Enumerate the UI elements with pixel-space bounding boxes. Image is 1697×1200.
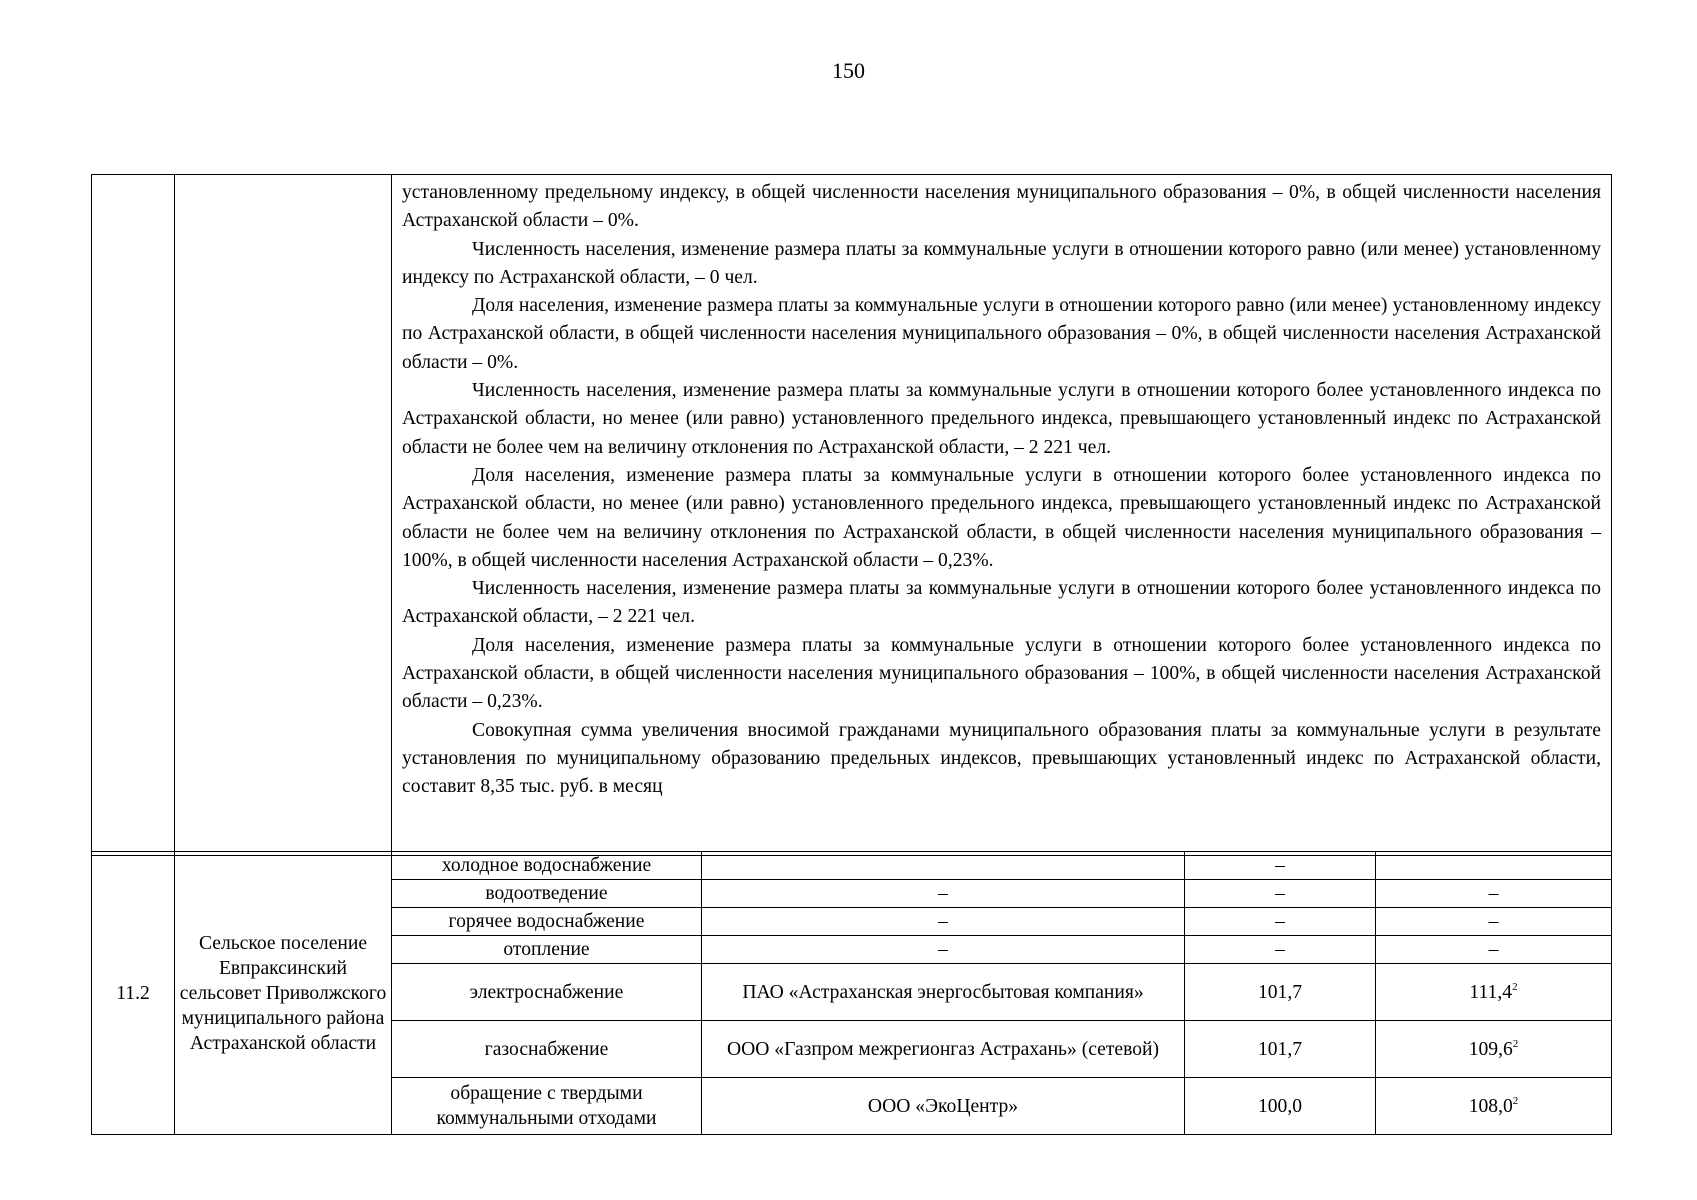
index-value: – [1185, 852, 1376, 880]
limit-value: 108,0$^2$ [1376, 1078, 1612, 1135]
index-value: – [1185, 880, 1376, 908]
provider-name [702, 852, 1185, 880]
service-name: газоснабжение [392, 1021, 702, 1078]
paragraph: Доля населения, изменение размера платы за коммунальные услуги в отношении которого равно (или менее) установленному индексу по Астраханской области, в общей численности населения муниципального образования – 0%, в общей численности населения Астраханской области – 0%. [402, 295, 1601, 373]
service-name: обращение с твердыми коммунальными отходами [392, 1078, 702, 1135]
index-value: – [1185, 936, 1376, 964]
service-name: отопление [392, 936, 702, 964]
paragraph: Численность населения, изменение размера платы за коммунальные услуги в отношении которого более установленного индекса по Астраханской области, но менее (или равно) установленного предельного индекса, превышающего установленный индекс по Астраханской области не более чем на величину отклонения по Астраханской области, – 2 221 чел. [402, 380, 1601, 458]
paragraph: Совокупная сумма увеличения вносимой гражданами муниципального образования платы за коммунальные услуги в результате установления по муниципальному образованию предельных индексов, превышающих установленный индекс по Астраханской области, составит 8,35 тыс. руб. в месяц [402, 719, 1601, 798]
entry-number: 11.2 [92, 852, 175, 1135]
limit-value: – [1376, 936, 1612, 964]
paragraph: Доля населения, изменение размера платы за коммунальные услуги в отношении которого более установленного индекса по Астраханской области, в общей численности населения муниципального образования – 100%, в общей численности населения Астраханской области – 0,23%. [402, 634, 1601, 713]
index-value: 101,7 [1185, 964, 1376, 1021]
provider-name: – [702, 936, 1185, 964]
service-name: холодное водоснабжение [392, 852, 702, 880]
continuation-row [92, 175, 1612, 856]
provider-name: – [702, 908, 1185, 936]
provider-name: ООО «ЭкоЦентр» [702, 1078, 1185, 1135]
limit-value [1376, 852, 1612, 880]
municipality-cell-empty [175, 175, 392, 856]
service-name: горячее водоснабжение [392, 908, 702, 936]
provider-name: ПАО «Астраханская энергосбытовая компания» [702, 964, 1185, 1021]
paragraph: Численность населения, изменение размера платы за коммунальные услуги в отношении которого более установленного индекса по Астраханской области, – 2 221 чел. [402, 578, 1601, 628]
index-value: – [1185, 908, 1376, 936]
services-table [91, 851, 1612, 1135]
limit-value: 109,6$^2$ [1376, 1021, 1612, 1078]
index-value: 101,7 [1185, 1021, 1376, 1078]
paragraph: Доля населения, изменение размера платы за коммунальные услуги в отношении которого более установленного индекса по Астраханской области, но менее (или равно) установленного предельного индекса, превышающего установленный индекс по Астраханской области не более чем на величину отклонения по Астраханской области, в общей численности населения муниципального образования – 100%, в общей численности населения Астраханской области – 0,23%. [402, 464, 1601, 571]
municipality-name: Сельское поселение Евпраксинский сельсовет Приволжского муниципального района Астраханской области [175, 852, 392, 1135]
continuation-table [91, 174, 1612, 856]
paragraph: Численность населения, изменение размера платы за коммунальные услуги в отношении которого равно (или менее) установленному индексу по Астраханской области, – 0 чел. [402, 238, 1601, 288]
index-value: 100,0 [1185, 1078, 1376, 1135]
limit-value: – [1376, 880, 1612, 908]
description-cell [392, 175, 1612, 856]
paragraph: установленному предельному индексу, в общей численности населения муниципального образования – 0%, в общей численности населения Астраханской области – 0%. [402, 182, 1601, 232]
page-number: 150 [832, 58, 865, 83]
provider-name: ООО «Газпром межрегионгаз Астрахань» (сетевой) [702, 1021, 1185, 1078]
table-row [92, 852, 1612, 880]
limit-value: – [1376, 908, 1612, 936]
provider-name: – [702, 880, 1185, 908]
service-name: электроснабжение [392, 964, 702, 1021]
service-name: водоотведение [392, 880, 702, 908]
limit-value: 111,4$^2$ [1376, 964, 1612, 1021]
number-cell-empty [92, 175, 175, 856]
